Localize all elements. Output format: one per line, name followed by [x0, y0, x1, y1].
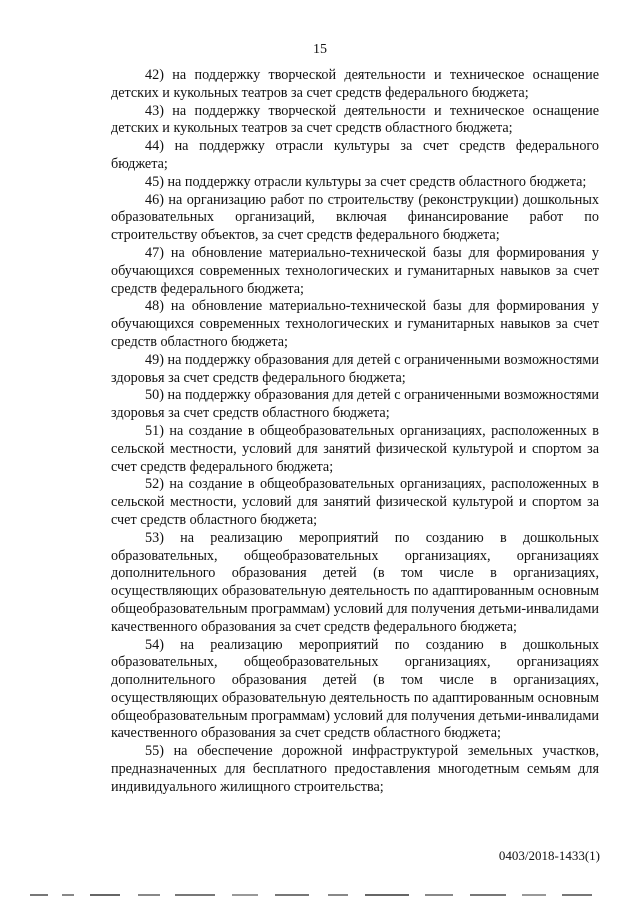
- list-item: 43) на поддержку творческой деятельности и техническое оснащение детских и кукольных театров за счет средств областного бюджета;: [111, 102, 599, 137]
- list-item: 51) на создание в общеобразовательных организациях, расположенных в сельской местности, условий для занятий физической культурой и спортом за счет средств федерального бюджета;: [111, 422, 599, 475]
- list-item: 47) на обновление материально-технической базы для формирования у обучающихся современных технологических и гуманитарных навыков за счет средств федерального бюджета;: [111, 244, 599, 297]
- document-code: 0403/2018-1433(1): [498, 848, 600, 863]
- list-item: 44) на поддержку отрасли культуры за счет средств федерального бюджета;: [111, 138, 599, 172]
- scan-barcode-strip: [0, 893, 640, 897]
- list-item: 45) на поддержку отрасли культуры за счет средств областного бюджета;: [145, 173, 587, 190]
- list-item: 52) на создание в общеобразовательных организациях, расположенных в сельской местности, условий для занятий физической культурой и спортом за счет средств областного бюджета;: [111, 476, 599, 528]
- list-item: 48) на обновление материально-технической базы для формирования у обучающихся современных технологических и гуманитарных навыков за счет средств областного бюджета;: [111, 298, 599, 350]
- list-item: 50) на поддержку образования для детей с ограниченными возможностями здоровья за счет средств областного бюджета;: [111, 387, 599, 422]
- list-item: 55) на обеспечение дорожной инфраструктурой земельных участков, предназначенных для бесплатного предоставления многодетным семьям для индивидуального жилищного строительства;: [111, 743, 599, 795]
- document-body: [111, 67, 599, 797]
- list-item: 42) на поддержку творческой деятельности и техническое оснащение детских и кукольных театров за счет средств федерального бюджета;: [111, 67, 599, 101]
- list-item: 49) на поддержку образования для детей с ограниченными возможностями здоровья за счет средств федерального бюджета;: [111, 351, 599, 386]
- list-item: 46) на организацию работ по строительству (реконструкции) дошкольных образовательных организаций, включая финансирование работ по строительству объектов, за счет средств федерального бюджета;: [111, 191, 599, 244]
- list-item: 53) на реализацию мероприятий по созданию в дошкольных образовательных, общеобразовательных организациях, организациях дополнительного образования детей (в том числе в организациях, осуществляющих образовательную деятельность по адаптированным основным общеобразовательным программам) условий для получения детьми-инвалидами качественного образования за счет средств федерального бюджета;: [111, 529, 599, 635]
- page-number: 15: [313, 42, 327, 57]
- list-item: 54) на реализацию мероприятий по созданию в дошкольных образовательных, общеобразовательных организациях, организациях дополнительного образования детей (в том числе в организациях, осуществляющих образовательную деятельность по адаптированным основным общеобразовательным программам) условий для получения детьми-инвалидами качественного образования за счет средств областного бюджета;: [111, 636, 599, 742]
